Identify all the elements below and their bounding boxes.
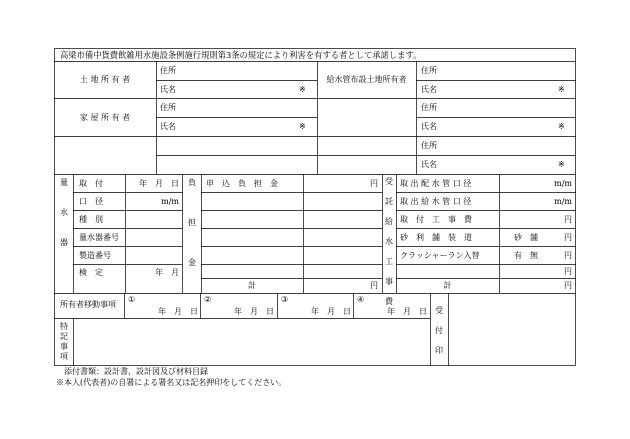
- pipe-owner-label: 給水管布設土地所有者: [326, 75, 407, 84]
- transfer-date-4: 年 月 日: [387, 307, 427, 316]
- meter-install-value: 年 月 日: [139, 179, 179, 188]
- pipe-owner-seal-mark-2: ※: [558, 122, 565, 131]
- install-cost-unit: 円: [564, 215, 572, 224]
- meter-inspection-label: 検 定: [79, 268, 103, 277]
- meter-diameter-value: m/m: [161, 197, 179, 206]
- meter-vertical-label: 量 水 器: [60, 178, 68, 247]
- meter-serial-label: 製造番号: [79, 251, 111, 260]
- construction-vertical-label: 受 託 給 水 工 事 費: [385, 177, 393, 306]
- pipe-owner-seal-mark-1: ※: [558, 85, 565, 94]
- meter-type-label: 種 別: [79, 215, 103, 224]
- form-header: 高梁市備中貨費飲雑用水施設条例施行規則第3条の規定により利害を有する者として承諾します。: [60, 50, 422, 60]
- construction-total-unit: 円: [564, 281, 572, 290]
- receipt-stamp-label: 受 付 印: [435, 306, 443, 355]
- burden-vertical-label: 負 担 金: [188, 178, 196, 267]
- house-owner-seal-mark: ※: [299, 122, 306, 131]
- service-pipe-diameter-unit: m/m: [554, 197, 572, 206]
- transfer-number-4: ④: [357, 295, 365, 304]
- pipe-owner-name-label-3: 氏名: [421, 160, 437, 169]
- land-owner-address-label: 住所: [160, 66, 176, 75]
- blank-row-unit: 円: [564, 267, 572, 276]
- meter-inspection-value: 年 月: [155, 268, 179, 277]
- supply-pipe-diameter-unit: m/m: [554, 179, 572, 188]
- gravel-road-label: 砂 利 舗 装 道: [400, 233, 472, 242]
- crusher-run-label: クラッシャーラン入替: [400, 251, 480, 260]
- transfer-date-3: 年 月 日: [311, 307, 351, 316]
- house-owner-label: 家 屋 所 有 者: [79, 113, 131, 122]
- burden-total-yen: 円: [370, 281, 378, 290]
- signature-note: ※本人(代表者)の自署による署名又は記名押印をしてください。: [56, 378, 287, 387]
- gravel-road-unit: 円: [564, 233, 572, 242]
- gravel-road-note: 砂 舗: [514, 233, 538, 242]
- pipe-owner-address-label-2: 住所: [421, 103, 437, 112]
- attachments-note: 添付書類：設計書，設計図及び材料目録: [64, 367, 208, 376]
- transfer-number-3: ③: [281, 295, 289, 304]
- transfer-number-1: ①: [128, 295, 136, 304]
- meter-number-label: 量水器番号: [79, 233, 119, 242]
- application-burden-yen: 円: [370, 179, 378, 188]
- crusher-run-unit: 円: [564, 251, 572, 260]
- transfer-date-2: 年 月 日: [234, 307, 274, 316]
- land-owner-label: 土 地 所 有 者: [79, 75, 131, 84]
- construction-total-label: 計: [443, 281, 452, 290]
- special-notes-label: 特 記 事 項: [60, 322, 68, 361]
- supply-pipe-diameter-label: 取 出 配 水 管 口 径: [400, 179, 472, 188]
- transfer-label: 所有者移動事項: [60, 300, 116, 309]
- land-owner-seal-mark: ※: [299, 85, 306, 94]
- pipe-owner-address-label-1: 住所: [421, 66, 437, 75]
- house-owner-name-label: 氏名: [160, 122, 176, 131]
- meter-diameter-label: 口 径: [79, 197, 103, 206]
- burden-total-label: 計: [248, 281, 256, 290]
- transfer-number-2: ②: [204, 295, 212, 304]
- service-pipe-diameter-label: 取 出 給 水 管 口 径: [400, 197, 472, 206]
- transfer-date-1: 年 月 日: [158, 307, 198, 316]
- pipe-owner-name-label-2: 氏名: [421, 122, 437, 131]
- crusher-run-note: 有 無: [514, 251, 538, 260]
- pipe-owner-name-label-1: 氏名: [421, 85, 437, 94]
- meter-install-label: 取 付: [79, 179, 103, 188]
- pipe-owner-address-label-3: 住所: [421, 141, 437, 150]
- land-owner-name-label: 氏名: [160, 85, 176, 94]
- house-owner-address-label: 住所: [160, 103, 176, 112]
- pipe-owner-seal-mark-3: ※: [558, 160, 565, 169]
- application-burden-label: 申 込 負 担 金: [206, 179, 278, 188]
- install-cost-label: 取 付 工 事 費: [400, 215, 472, 224]
